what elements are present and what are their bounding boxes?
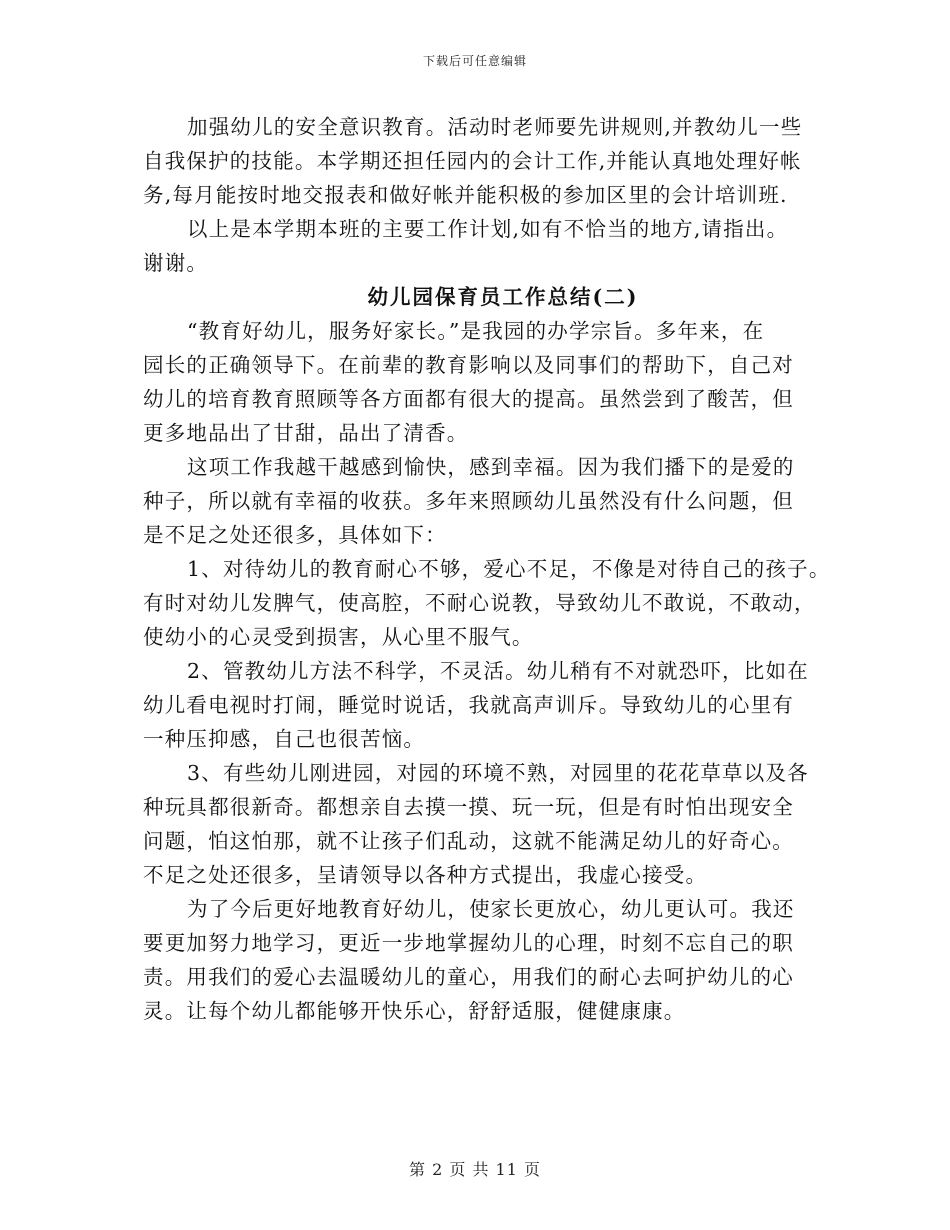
section-title: 幼儿园保育员工作总结(二) — [367, 285, 639, 309]
text-line: 问题，怕这怕那，就不让孩子们乱动，这就不能满足幼儿的好奇心。 — [143, 829, 794, 853]
text-line: 一种压抑感，自己也很苦恼。 — [143, 727, 426, 751]
text-line: 为了今后更好地教育好幼儿，使家长更放心，幼儿更认可。我还 — [187, 897, 795, 921]
text-line: 是不足之处还很多，具体如下： — [143, 523, 447, 547]
text-line: 更多地品出了甘甜，品出了清香。 — [143, 421, 469, 445]
page-footer: 第 2 页 共 11 页 — [409, 1160, 541, 1179]
text-line: “教育好幼儿，服务好家长。”是我园的办学宗旨。多年来，在 — [187, 319, 765, 343]
text-line: 加强幼儿的安全意识教育。活动时老师要先讲规则,并教幼儿一些 — [187, 115, 803, 139]
document-body — [143, 110, 833, 1028]
text-line: 2、管教幼儿方法不科学，不灵活。幼儿稍有不对就恐吓，比如在 — [187, 659, 809, 683]
text-line: 使幼小的心灵受到损害，从心里不服气。 — [143, 625, 534, 649]
text-line: 3、有些幼儿刚进园，对园的环境不熟，对园里的花花草草以及各 — [187, 761, 809, 785]
text-line: 幼儿的培育教育照顾等各方面都有很大的提高。虽然尝到了酸苦，但 — [143, 387, 794, 411]
text-line: 自我保护的技能。本学期还担任园内的会计工作,并能认真地处理好帐 — [143, 149, 802, 173]
text-line: 务,每月能按时地交报表和做好帐并能积极的参加区里的会计培训班. — [143, 183, 788, 207]
text-line: 种子，所以就有幸福的收获。多年来照顾幼儿虽然没有什么问题，但 — [143, 489, 794, 513]
text-line: 以上是本学期本班的主要工作计划,如有不恰当的地方,请指出。 — [187, 217, 789, 241]
text-line: 种玩具都很新奇。都想亲自去摸一摸、玩一玩，但是有时怕出现安全 — [143, 795, 794, 819]
text-line: 灵。让每个幼儿都能够开快乐心，舒舒适服，健健康康。 — [143, 999, 686, 1023]
text-line: 有时对幼儿发脾气，使高腔，不耐心说教，导致幼儿不敢说，不敢动， — [143, 591, 816, 615]
text-line: 谢谢。 — [143, 251, 209, 275]
text-line: 幼儿看电视时打闹，睡觉时说话，我就高声训斥。导致幼儿的心里有 — [143, 693, 794, 717]
text-line: 要更加努力地学习，更近一步地掌握幼儿的心理，时刻不忘自己的职 — [143, 931, 794, 955]
text-line: 这项工作我越干越感到愉快，感到幸福。因为我们播下的是爱的 — [187, 455, 795, 479]
text-line: 不足之处还很多，呈请领导以各种方式提出，我虚心接受。 — [143, 863, 708, 887]
page-header: 下载后可任意编辑 — [422, 54, 527, 68]
text-line: 园长的正确领导下。在前辈的教育影响以及同事们的帮助下，自己对 — [143, 353, 794, 377]
text-line: 1、对待幼儿的教育耐心不够，爱心不足，不像是对待自己的孩子。 — [187, 557, 831, 581]
text-line: 责。用我们的爱心去温暖幼儿的童心，用我们的耐心去呵护幼儿的心 — [143, 965, 794, 989]
